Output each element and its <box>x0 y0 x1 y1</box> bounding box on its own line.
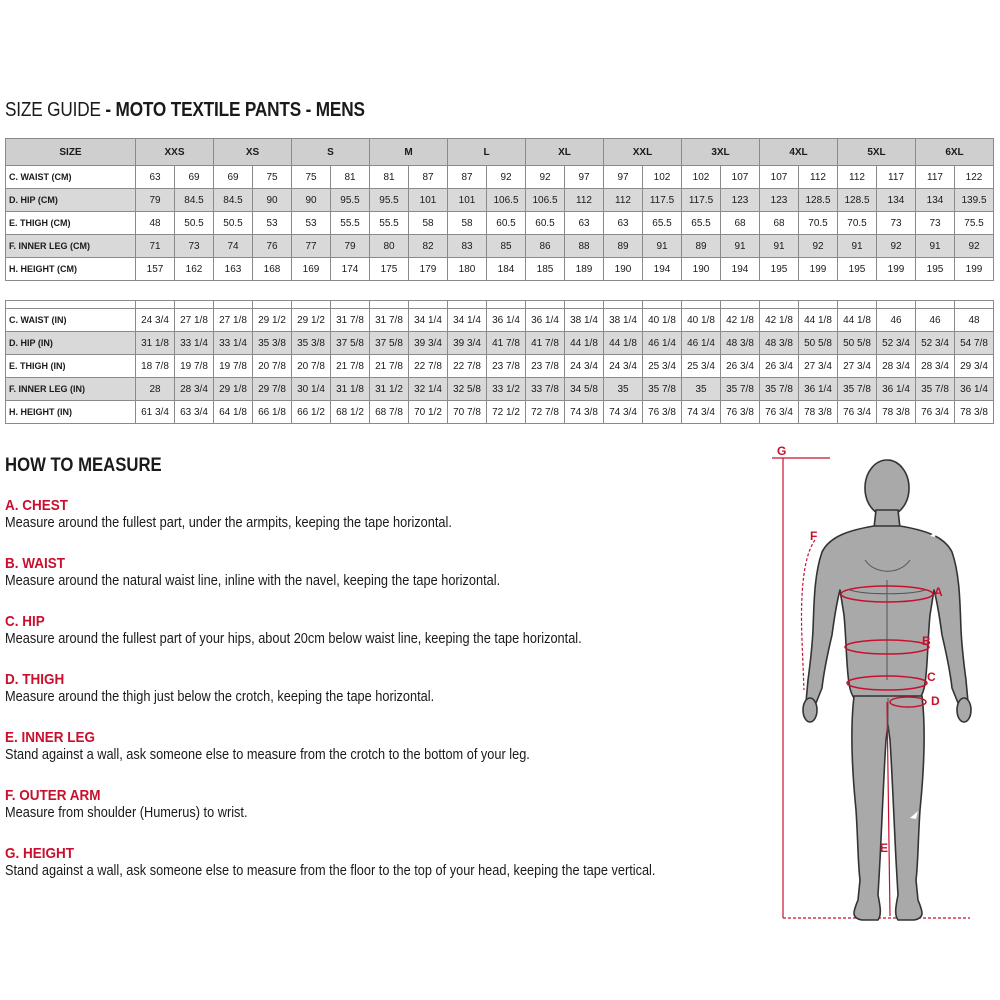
table-cell: 190 <box>682 258 721 281</box>
table-cell: 36 1/4 <box>799 378 838 401</box>
table-cell: 50.5 <box>175 212 214 235</box>
table-cell: 33 1/4 <box>214 332 253 355</box>
table-cell: 50 5/8 <box>838 332 877 355</box>
table-cell: 106.5 <box>487 189 526 212</box>
size-table-cm <box>5 138 994 281</box>
table-cell: 95.5 <box>370 189 409 212</box>
table-cell: 27 3/4 <box>838 355 877 378</box>
table-cell: 68 7/8 <box>370 401 409 424</box>
table-cell: 80 <box>370 235 409 258</box>
title-bold: - MOTO TEXTILE PANTS - MENS <box>100 99 365 121</box>
table-cell: 92 <box>799 235 838 258</box>
table-cell: 41 7/8 <box>526 332 565 355</box>
label-d: D <box>931 694 940 708</box>
table-cell: 28 3/4 <box>916 355 955 378</box>
table-cell: 35 3/8 <box>292 332 331 355</box>
table-cell: 31 1/2 <box>370 378 409 401</box>
table-cell: 74 3/8 <box>565 401 604 424</box>
table-cell: 179 <box>409 258 448 281</box>
header-size-3xl: 3XL <box>682 139 760 166</box>
table-cell: 195 <box>760 258 799 281</box>
measure-item-a <box>5 497 513 531</box>
table-cell: 70 1/2 <box>409 401 448 424</box>
row-label: H. HEIGHT (CM) <box>6 258 136 281</box>
table-cell: 112 <box>838 166 877 189</box>
table-cell: 20 7/8 <box>253 355 292 378</box>
table-cell: 123 <box>721 189 760 212</box>
table-cell: 33 1/2 <box>487 378 526 401</box>
table-cell: 81 <box>331 166 370 189</box>
table-cell: 20 7/8 <box>292 355 331 378</box>
table-cell: 72 1/2 <box>487 401 526 424</box>
table-cell: 53 <box>292 212 331 235</box>
measure-description: Stand against a wall, ask someone else to measure from the floor to the top of your head, keeping the tape vertical. <box>5 863 656 879</box>
table-cell: 44 1/8 <box>838 309 877 332</box>
table-cell: 41 7/8 <box>487 332 526 355</box>
table-cell: 74 <box>214 235 253 258</box>
table-cell: 29 1/8 <box>214 378 253 401</box>
table-cell: 78 3/8 <box>877 401 916 424</box>
measure-item-c <box>5 613 660 647</box>
table-cell: 199 <box>955 258 994 281</box>
measure-item-b <box>5 555 568 589</box>
table-cell: 38 1/4 <box>604 309 643 332</box>
table-cell: 107 <box>721 166 760 189</box>
table-cell: 184 <box>487 258 526 281</box>
table-cell: 63 3/4 <box>175 401 214 424</box>
table-cell: 84.5 <box>175 189 214 212</box>
table-cell: 60.5 <box>487 212 526 235</box>
table-cell: 194 <box>721 258 760 281</box>
table-cell: 95.5 <box>331 189 370 212</box>
table-cell: 44 1/8 <box>799 309 838 332</box>
table-cell: 48 <box>136 212 175 235</box>
table-cell: 101 <box>448 189 487 212</box>
table-cell: 88 <box>565 235 604 258</box>
table-cell: 28 <box>136 378 175 401</box>
measure-item-d <box>5 671 493 705</box>
table-cell: 91 <box>760 235 799 258</box>
table-row <box>6 258 994 281</box>
table-cell: 31 1/8 <box>136 332 175 355</box>
measure-title: A. CHEST <box>5 497 69 514</box>
table-cell: 37 5/8 <box>331 332 370 355</box>
table-cell: 53 <box>253 212 292 235</box>
table-cell: 134 <box>877 189 916 212</box>
table-cell: 76 3/4 <box>760 401 799 424</box>
table-cell: 21 7/8 <box>370 355 409 378</box>
header-size-m: M <box>370 139 448 166</box>
table-cell: 84.5 <box>214 189 253 212</box>
table-cell: 75 <box>253 166 292 189</box>
table-cell: 27 1/8 <box>175 309 214 332</box>
row-label: D. HIP (CM) <box>6 189 136 212</box>
table-cell: 190 <box>604 258 643 281</box>
table-cell: 55.5 <box>331 212 370 235</box>
table-cell: 55.5 <box>370 212 409 235</box>
table-cell: 82 <box>409 235 448 258</box>
table-cell: 25 3/4 <box>643 355 682 378</box>
table-cell: 33 7/8 <box>526 378 565 401</box>
table-cell: 36 1/4 <box>955 378 994 401</box>
table-cell: 40 1/8 <box>643 309 682 332</box>
table-cell: 195 <box>916 258 955 281</box>
table-cell: 54 7/8 <box>955 332 994 355</box>
header-size-xxs: XXS <box>136 139 214 166</box>
table-row <box>6 212 994 235</box>
row-label: D. HIP (IN) <box>6 332 136 355</box>
table-cell: 77 <box>292 235 331 258</box>
table-cell: 50.5 <box>214 212 253 235</box>
measure-title: D. THIGH <box>5 671 65 688</box>
table-cell: 18 7/8 <box>136 355 175 378</box>
table-cell: 70 7/8 <box>448 401 487 424</box>
table-cell: 72 7/8 <box>526 401 565 424</box>
measure-description: Measure around the fullest part of your hips, about 20cm below waist line, keeping the tape horizontal. <box>5 631 582 647</box>
table-cell: 79 <box>331 235 370 258</box>
table-cell: 34 1/4 <box>409 309 448 332</box>
table-cell: 81 <box>370 166 409 189</box>
table-cell: 31 1/8 <box>331 378 370 401</box>
label-b: B <box>922 634 931 648</box>
table-cell: 34 1/4 <box>448 309 487 332</box>
table-cell: 46 1/4 <box>682 332 721 355</box>
table-cell: 34 5/8 <box>565 378 604 401</box>
measure-description: Measure around the thigh just below the crotch, keeping the tape horizontal. <box>5 689 435 705</box>
table-cell: 66 1/2 <box>292 401 331 424</box>
table-cell: 128.5 <box>799 189 838 212</box>
table-cell: 29 1/2 <box>253 309 292 332</box>
row-label: F. INNER LEG (CM) <box>6 235 136 258</box>
table-cell: 180 <box>448 258 487 281</box>
table-cell: 36 1/4 <box>487 309 526 332</box>
table-row <box>6 235 994 258</box>
table-cell: 76 <box>253 235 292 258</box>
table-cell: 89 <box>682 235 721 258</box>
table-cell: 44 1/8 <box>565 332 604 355</box>
table-cell: 76 3/4 <box>838 401 877 424</box>
table-cell: 73 <box>175 235 214 258</box>
table-row <box>6 355 994 378</box>
table-cell: 128.5 <box>838 189 877 212</box>
table-cell: 64 1/8 <box>214 401 253 424</box>
header-size-6xl: 6XL <box>916 139 994 166</box>
table-cell: 61 3/4 <box>136 401 175 424</box>
table-cell: 134 <box>916 189 955 212</box>
table-cell: 101 <box>409 189 448 212</box>
table-cell: 28 3/4 <box>877 355 916 378</box>
table-cell: 117.5 <box>643 189 682 212</box>
table-cell: 74 3/4 <box>604 401 643 424</box>
row-label: F. INNER LEG (IN) <box>6 378 136 401</box>
table-cell: 22 7/8 <box>448 355 487 378</box>
table-cell: 35 <box>604 378 643 401</box>
measure-title: F. OUTER ARM <box>5 787 101 804</box>
table-cell: 36 1/4 <box>526 309 565 332</box>
table-cell: 68 1/2 <box>331 401 370 424</box>
measure-title: G. HEIGHT <box>5 845 75 862</box>
table-cell: 87 <box>448 166 487 189</box>
row-label: H. HEIGHT (IN) <box>6 401 136 424</box>
table-cell: 44 1/8 <box>604 332 643 355</box>
table-cell: 174 <box>331 258 370 281</box>
table-cell: 97 <box>565 166 604 189</box>
table-cell: 68 <box>760 212 799 235</box>
table-cell: 63 <box>604 212 643 235</box>
header-size-xl: XL <box>526 139 604 166</box>
table-cell: 26 3/4 <box>721 355 760 378</box>
table-row <box>6 378 994 401</box>
measure-title: B. WAIST <box>5 555 66 572</box>
table-cell: 40 1/8 <box>682 309 721 332</box>
table-cell: 97 <box>604 166 643 189</box>
table-cell: 21 7/8 <box>331 355 370 378</box>
table-cell: 35 <box>682 378 721 401</box>
table-cell: 157 <box>136 258 175 281</box>
table-cell: 199 <box>877 258 916 281</box>
header-size: SIZE <box>6 139 136 166</box>
table-cell: 74 3/4 <box>682 401 721 424</box>
table-cell: 79 <box>136 189 175 212</box>
table-cell: 48 3/8 <box>721 332 760 355</box>
table-cell: 32 5/8 <box>448 378 487 401</box>
table-cell: 35 7/8 <box>916 378 955 401</box>
table-cell: 23 7/8 <box>526 355 565 378</box>
table-cell: 35 7/8 <box>760 378 799 401</box>
header-size-xxl: XXL <box>604 139 682 166</box>
table-cell: 37 5/8 <box>370 332 409 355</box>
row-label: C. WAIST (IN) <box>6 309 136 332</box>
table-cell: 168 <box>253 258 292 281</box>
row-label: C. WAIST (CM) <box>6 166 136 189</box>
table-cell: 65.5 <box>643 212 682 235</box>
table-cell: 42 1/8 <box>760 309 799 332</box>
table-cell: 92 <box>526 166 565 189</box>
table-cell: 102 <box>682 166 721 189</box>
table-cell: 19 7/8 <box>214 355 253 378</box>
table-cell: 162 <box>175 258 214 281</box>
table-cell: 29 7/8 <box>253 378 292 401</box>
table-cell: 69 <box>214 166 253 189</box>
header-size-l: L <box>448 139 526 166</box>
table-cell: 23 7/8 <box>487 355 526 378</box>
table-cell: 29 1/2 <box>292 309 331 332</box>
table-cell: 38 1/4 <box>565 309 604 332</box>
table-cell: 92 <box>955 235 994 258</box>
table-cell: 112 <box>799 166 838 189</box>
header-size-s: S <box>292 139 370 166</box>
table-cell: 48 3/8 <box>760 332 799 355</box>
table-cell: 50 5/8 <box>799 332 838 355</box>
label-g: G <box>777 444 787 458</box>
table-cell: 35 3/8 <box>253 332 292 355</box>
table-cell: 24 3/4 <box>136 309 175 332</box>
table-cell: 24 3/4 <box>565 355 604 378</box>
table-row <box>6 309 994 332</box>
table-row <box>6 401 994 424</box>
measure-description: Measure from shoulder (Humerus) to wrist. <box>5 805 248 821</box>
table-cell: 91 <box>643 235 682 258</box>
table-header-row <box>6 139 994 166</box>
table-cell: 163 <box>214 258 253 281</box>
table-cell: 83 <box>448 235 487 258</box>
table-cell: 19 7/8 <box>175 355 214 378</box>
table-cell: 35 7/8 <box>643 378 682 401</box>
table-cell: 75.5 <box>955 212 994 235</box>
table-cell: 68 <box>721 212 760 235</box>
table-cell: 76 3/8 <box>721 401 760 424</box>
header-size-5xl: 5XL <box>838 139 916 166</box>
table-cell: 92 <box>487 166 526 189</box>
table-cell: 26 3/4 <box>760 355 799 378</box>
table-cell: 66 1/8 <box>253 401 292 424</box>
title-light: SIZE GUIDE <box>5 99 101 121</box>
measure-description: Stand against a wall, ask someone else to measure from the crotch to the bottom of your leg. <box>5 747 530 763</box>
size-table-inches <box>5 300 994 424</box>
table-cell: 46 1/4 <box>643 332 682 355</box>
table-cell: 33 1/4 <box>175 332 214 355</box>
table-cell: 102 <box>643 166 682 189</box>
table-cell: 73 <box>877 212 916 235</box>
header-size-xs: XS <box>214 139 292 166</box>
table-cell: 117.5 <box>682 189 721 212</box>
table-cell: 90 <box>292 189 331 212</box>
table-cell: 35 7/8 <box>721 378 760 401</box>
table-cell: 195 <box>838 258 877 281</box>
table-cell: 71 <box>136 235 175 258</box>
table-cell: 46 <box>877 309 916 332</box>
table-cell: 169 <box>292 258 331 281</box>
table-cell: 63 <box>565 212 604 235</box>
table-cell: 31 7/8 <box>331 309 370 332</box>
table-cell: 36 1/4 <box>877 378 916 401</box>
table-cell: 106.5 <box>526 189 565 212</box>
table-cell: 91 <box>838 235 877 258</box>
table-row <box>6 332 994 355</box>
label-f: F <box>810 529 818 543</box>
table-cell: 76 3/4 <box>916 401 955 424</box>
table-cell: 73 <box>916 212 955 235</box>
header-size-4xl: 4XL <box>760 139 838 166</box>
table-cell: 78 3/8 <box>799 401 838 424</box>
measure-description: Measure around the fullest part, under the armpits, keeping the tape horizontal. <box>5 515 452 531</box>
table-cell: 112 <box>565 189 604 212</box>
table-row <box>6 189 994 212</box>
table-cell: 175 <box>370 258 409 281</box>
table-cell: 117 <box>877 166 916 189</box>
table-cell: 32 1/4 <box>409 378 448 401</box>
table-cell: 35 7/8 <box>838 378 877 401</box>
table-cell: 46 <box>916 309 955 332</box>
table-cell: 30 1/4 <box>292 378 331 401</box>
measure-title: E. INNER LEG <box>5 729 96 746</box>
table-cell: 58 <box>448 212 487 235</box>
table-cell: 139.5 <box>955 189 994 212</box>
measure-item-f <box>5 787 281 821</box>
row-label: E. THIGH (CM) <box>6 212 136 235</box>
table-cell: 92 <box>877 235 916 258</box>
table-cell: 199 <box>799 258 838 281</box>
table-cell: 75 <box>292 166 331 189</box>
table-cell: 52 3/4 <box>916 332 955 355</box>
table-cell: 22 7/8 <box>409 355 448 378</box>
table-cell: 27 1/8 <box>214 309 253 332</box>
table-cell: 24 3/4 <box>604 355 643 378</box>
table-cell: 194 <box>643 258 682 281</box>
table-cell: 70.5 <box>799 212 838 235</box>
table-cell: 185 <box>526 258 565 281</box>
how-to-measure-heading: HOW TO MEASURE <box>5 455 162 476</box>
measure-item-g <box>5 845 744 879</box>
table-cell: 29 3/4 <box>955 355 994 378</box>
body-figure <box>770 440 995 930</box>
label-c: C <box>927 670 936 684</box>
table-cell: 60.5 <box>526 212 565 235</box>
table-cell: 76 3/8 <box>643 401 682 424</box>
table-cell: 112 <box>604 189 643 212</box>
table-cell: 87 <box>409 166 448 189</box>
table-cell: 85 <box>487 235 526 258</box>
table-cell: 25 3/4 <box>682 355 721 378</box>
table-cell: 28 3/4 <box>175 378 214 401</box>
table-cell: 70.5 <box>838 212 877 235</box>
label-a: A <box>934 585 943 599</box>
table-cell: 31 7/8 <box>370 309 409 332</box>
table-cell: 63 <box>136 166 175 189</box>
table-cell: 86 <box>526 235 565 258</box>
label-e: E <box>880 841 889 855</box>
table-cell: 90 <box>253 189 292 212</box>
table-cell: 52 3/4 <box>877 332 916 355</box>
measure-description: Measure around the natural waist line, inline with the navel, keeping the tape horizontal. <box>5 573 501 589</box>
table-cell: 78 3/8 <box>955 401 994 424</box>
measure-item-e <box>5 729 601 763</box>
table-cell: 65.5 <box>682 212 721 235</box>
table-cell: 39 3/4 <box>448 332 487 355</box>
table-cell: 42 1/8 <box>721 309 760 332</box>
page-title <box>5 99 365 122</box>
table-cell: 89 <box>604 235 643 258</box>
table-cell: 107 <box>760 166 799 189</box>
table-cell: 69 <box>175 166 214 189</box>
table-row <box>6 166 994 189</box>
table-cell: 58 <box>409 212 448 235</box>
table-cell: 27 3/4 <box>799 355 838 378</box>
row-label: E. THIGH (IN) <box>6 355 136 378</box>
table-cell: 189 <box>565 258 604 281</box>
table-cell: 39 3/4 <box>409 332 448 355</box>
table-cell: 48 <box>955 309 994 332</box>
table-cell: 91 <box>916 235 955 258</box>
table-cell: 123 <box>760 189 799 212</box>
table-cell: 91 <box>721 235 760 258</box>
table-cell: 117 <box>916 166 955 189</box>
measure-title: C. HIP <box>5 613 45 630</box>
table-cell: 122 <box>955 166 994 189</box>
